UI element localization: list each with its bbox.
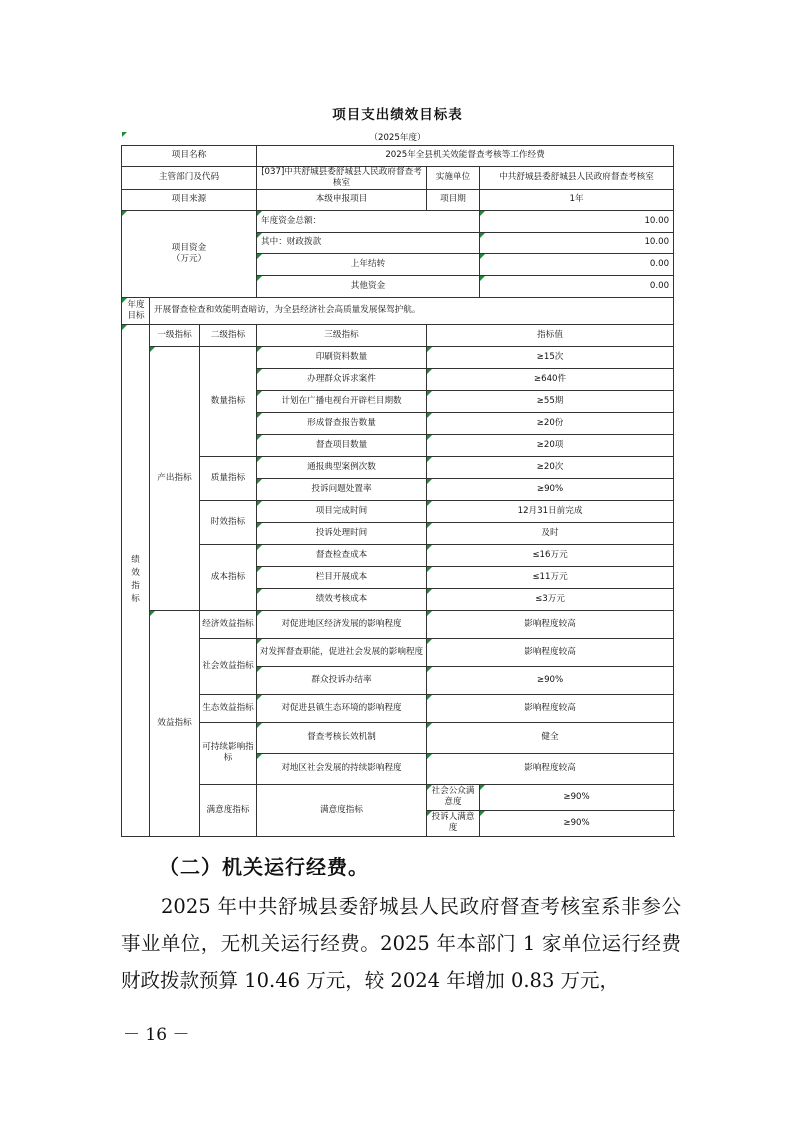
quantity-label: 数量指标 [200, 346, 257, 456]
indicator-name: 对发挥督查职能，促进社会发展的影响程度 [257, 638, 427, 666]
indicator-name: 对地区社会发展的持续影响程度 [257, 753, 427, 784]
indicator-value: ≥90% [427, 666, 674, 694]
indicator-value: ≥15次 [427, 346, 674, 368]
period-label: 项目期 [427, 189, 480, 210]
indicator-name: 投诉处理时间 [257, 522, 427, 544]
indicator-value: ≥640件 [427, 368, 674, 390]
impl-value: 中共舒城县委舒城县人民政府督查考核室 [480, 166, 674, 189]
indicator-value: ≤11万元 [427, 566, 674, 588]
indicator-value: 12月31日前完成 [427, 500, 674, 522]
impl-label: 实施单位 [427, 166, 480, 189]
perf-label: 绩效指标 [122, 324, 150, 836]
funds-fiscal-value: 10.00 [480, 232, 674, 253]
funds-label: 项目资金 （万元） [122, 210, 257, 297]
indicator-name: 社会公众满意度 [427, 784, 480, 810]
sustain-label: 可持续影响指标 [200, 722, 257, 784]
source-label: 项目来源 [122, 189, 257, 210]
funds-other-label: 其他资金 [257, 275, 480, 297]
header-level1: 一级指标 [150, 324, 200, 346]
indicator-value: 影响程度较高 [427, 610, 674, 638]
indicator-value: 健全 [427, 722, 674, 753]
header-level2: 二级指标 [200, 324, 257, 346]
indicator-value: ≥90% [480, 784, 674, 810]
social-label: 社会效益指标 [200, 638, 257, 694]
performance-target-table [121, 98, 674, 837]
goal-label: 年度目标 [122, 297, 150, 324]
dept-value: [037]中共舒城县委舒城县人民政府督查考核室 [257, 166, 427, 189]
indicator-name: 通报典型案例次数 [257, 456, 427, 478]
indicator-name: 项目完成时间 [257, 500, 427, 522]
benefit-label: 效益指标 [150, 610, 200, 836]
satisfaction-label: 满意度指标 [200, 784, 257, 836]
header-level3: 三级指标 [257, 324, 427, 346]
funds-total-value: 10.00 [480, 210, 674, 232]
dept-label: 主管部门及代码 [122, 166, 257, 189]
indicator-value: ≤16万元 [427, 544, 674, 566]
indicator-name: 对促进地区经济发展的影响程度 [257, 610, 427, 638]
source-value: 本级申报项目 [257, 189, 427, 210]
funds-other-value: 0.00 [480, 275, 674, 297]
funds-carryover-label: 上年结转 [257, 253, 480, 275]
period-value: 1年 [480, 189, 674, 210]
indicator-name: 计划在广播电视台开辟栏目期数 [257, 390, 427, 412]
indicator-value: ≥90% [480, 810, 674, 836]
indicator-name: 群众投诉办结率 [257, 666, 427, 694]
funds-total-label: 年度资金总额： [257, 210, 480, 232]
econ-label: 经济效益指标 [200, 610, 257, 638]
satisfaction-sub-label: 满意度指标 [257, 784, 427, 836]
cost-label: 成本指标 [200, 544, 257, 610]
page-number: － 16 － [123, 1025, 190, 1045]
indicator-value: 影响程度较高 [427, 638, 674, 666]
indicator-name: 督查项目数量 [257, 434, 427, 456]
funds-carryover-value: 0.00 [480, 253, 674, 275]
indicator-name: 投诉人满意度 [427, 810, 480, 836]
indicator-value: ≥20项 [427, 434, 674, 456]
indicator-value: ≥90% [427, 478, 674, 500]
table-year: （2025年度） [122, 132, 674, 145]
project-name-label: 项目名称 [122, 145, 257, 166]
quality-label: 质量指标 [200, 456, 257, 500]
indicator-name: 栏目开展成本 [257, 566, 427, 588]
timeliness-label: 时效指标 [200, 500, 257, 544]
indicator-name: 投诉问题处置率 [257, 478, 427, 500]
indicator-name: 督查考核长效机制 [257, 722, 427, 753]
header-value: 指标值 [427, 324, 674, 346]
section-heading: （二）机关运行经费。 [159, 855, 369, 879]
goal-value: 开展督查检查和效能明查暗访，为全县经济社会高质量发展保驾护航。 [150, 297, 674, 324]
indicator-value: ≥20份 [427, 412, 674, 434]
indicator-value: 影响程度较高 [427, 753, 674, 784]
indicator-name: 办理群众诉求案件 [257, 368, 427, 390]
indicator-value: ≤3万元 [427, 588, 674, 610]
indicator-value: ≥20次 [427, 456, 674, 478]
eco-label: 生态效益指标 [200, 694, 257, 722]
indicator-name: 对促进县镇生态环境的影响程度 [257, 694, 427, 722]
indicator-name: 督查检查成本 [257, 544, 427, 566]
output-label: 产出指标 [150, 346, 200, 610]
indicator-value: 影响程度较高 [427, 694, 674, 722]
funds-fiscal-label: 其中：财政拨款 [257, 232, 480, 253]
body-paragraph: 2025 年中共舒城县委舒城县人民政府督查考核室系非参公事业单位，无机关运行经费。2025 年本部门 1 家单位运行经费财政拨款预算 10.46 万元，较 2024 年增加 0.83 万元， [121, 895, 681, 992]
table-title: 项目支出绩效目标表 [332, 106, 463, 123]
project-name-value: 2025年全县机关效能督查考核等工作经费 [257, 145, 674, 166]
indicator-value: ≥55期 [427, 390, 674, 412]
indicator-name: 绩效考核成本 [257, 588, 427, 610]
indicator-name: 形成督查报告数量 [257, 412, 427, 434]
indicator-name: 印刷资料数量 [257, 346, 427, 368]
indicator-value: 及时 [427, 522, 674, 544]
